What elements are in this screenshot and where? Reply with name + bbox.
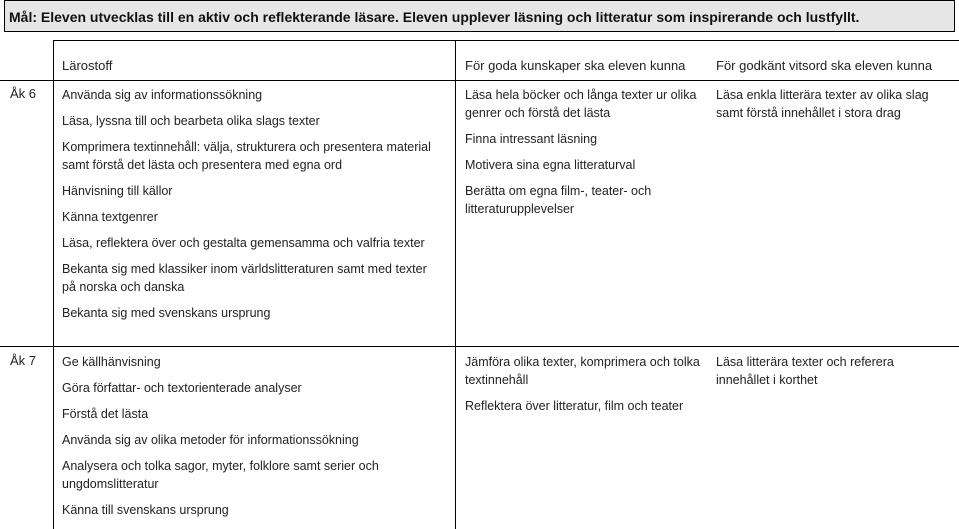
content-item: Analysera och tolka sagor, myter, folklore samt serier och ungdomslitteratur	[62, 459, 379, 491]
pass-cell	[716, 86, 938, 130]
year-label: Åk 6	[10, 86, 37, 101]
content-item: Använda sig av informationssökning	[62, 88, 263, 102]
column-header-content: Lärostoff	[62, 58, 113, 73]
content-cell	[62, 353, 432, 527]
good-item: Reflektera över litteratur, film och teater	[465, 399, 684, 413]
pass-cell	[716, 353, 938, 397]
column-header-pass: För godkänt vitsord ska eleven kunna	[716, 58, 933, 73]
good-item: Jämföra olika texter, komprimera och tolka textinnehåll	[465, 355, 700, 387]
grid-line-mid	[455, 40, 456, 529]
column-header-good: För goda kunskaper ska eleven kunna	[465, 58, 686, 73]
grid-line-top	[53, 40, 959, 41]
content-item: Läsa, reflektera över och gestalta gemensamma och valfria texter	[62, 236, 425, 250]
content-item: Använda sig av olika metoder för informationssökning	[62, 433, 359, 447]
grid-line-row	[0, 346, 959, 347]
content-cell	[62, 86, 432, 330]
pass-item: Läsa litterära texter och referera innehållet i korthet	[716, 355, 894, 387]
good-cell	[465, 353, 700, 423]
content-item: Komprimera textinnehåll: välja, strukturera och presentera material samt förstå det lästa och presentera med egna ord	[62, 140, 431, 172]
good-item: Finna intressant läsning	[465, 132, 598, 146]
good-cell	[465, 86, 700, 226]
content-item: Hänvisning till källor	[62, 184, 173, 198]
good-item: Motivera sina egna litteraturval	[465, 158, 636, 172]
grid-line-left	[53, 40, 54, 529]
good-item: Berätta om egna film-, teater- och litteraturupplevelser	[465, 184, 652, 216]
content-item: Bekanta sig med klassiker inom världslitteraturen samt med texter på norska och danska	[62, 262, 427, 294]
content-item: Göra författar- och textorienterade analyser	[62, 381, 302, 395]
content-item: Känna textgenrer	[62, 210, 158, 224]
content-item: Känna till svenskans ursprung	[62, 503, 229, 517]
content-item: Bekanta sig med svenskans ursprung	[62, 306, 271, 320]
content-item: Förstå det lästa	[62, 407, 149, 421]
content-item: Läsa, lyssna till och bearbeta olika slags texter	[62, 114, 320, 128]
content-item: Ge källhänvisning	[62, 355, 161, 369]
good-item: Läsa hela böcker och långa texter ur olika genrer och förstå det lästa	[465, 88, 697, 120]
year-label: Åk 7	[10, 353, 37, 368]
grid-line-header	[0, 80, 959, 81]
pass-item: Läsa enkla litterära texter av olika slag samt förstå innehållet i stora drag	[716, 88, 929, 120]
goal-heading: Mål: Eleven utvecklas till en aktiv och reflekterande läsare. Eleven upplever läsning och litteratur som inspirerande och lustfyllt.	[4, 0, 955, 32]
